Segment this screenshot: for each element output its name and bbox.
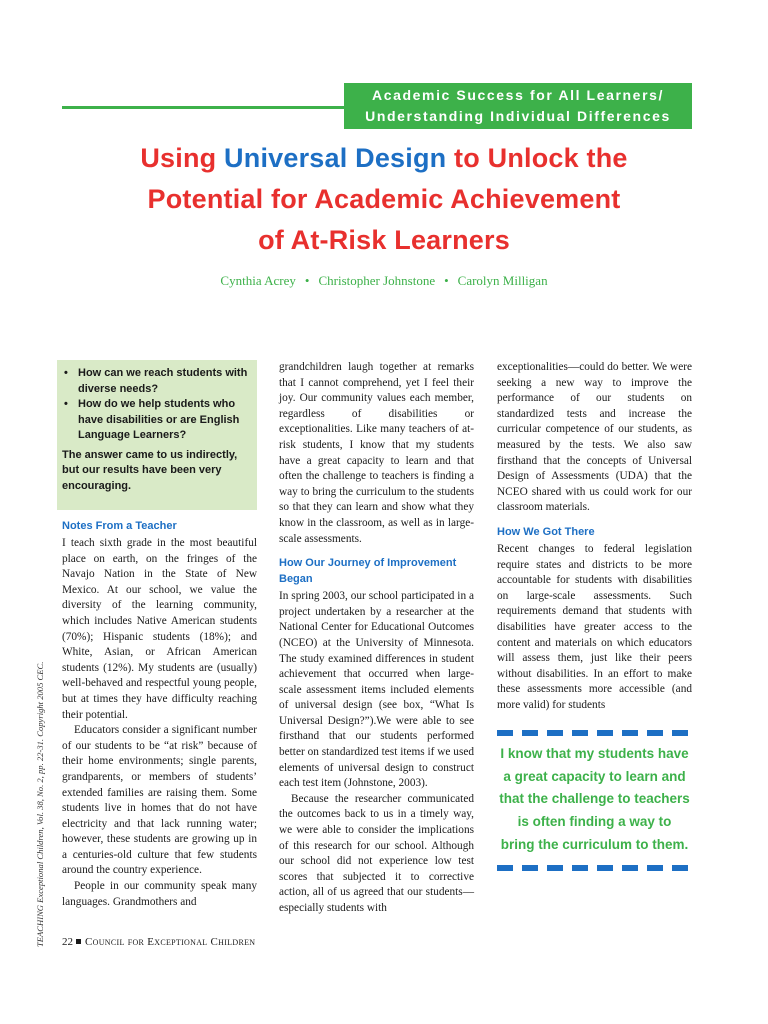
question-list — [62, 366, 253, 444]
paragraph: exceptionalities—could do better. We were seeking a new way to improve the performance of our students on standardized tests and increase the curricular competence of our students, as measured by the tests. We also saw firsthand that the concepts of Universal Design of Assessments (UDA) that the NCEO shared with us could work for our classroom materials. — [497, 361, 692, 514]
page-number: 22 — [62, 936, 73, 948]
author-3: Carolyn Milligan — [457, 273, 548, 288]
title-line-3: of At-Risk Learners — [258, 225, 510, 255]
paragraph: Because the researcher communicated the outcomes back to us in a timely way, we were able to consider the implications of this research for our school. Although our school did not experience low test scores that subjected it to corrective action, all of us agreed that our students—especially students with — [279, 792, 474, 914]
column-3 — [497, 360, 692, 713]
paragraph: In spring 2003, our school participated in a project undertaken by a researcher at the National Center for Educational Outcomes (NCEO) at the University of Minnesota. The study examined differences in student achievement that occurred when large-scale assessment items included elements of universal design (see box, “What Is Universal Design?”).We were able to see firsthand that our students performed better on standardized test items if we used elements of universal design to construct each test item (Johnstone, 2003). — [279, 590, 474, 790]
paragraph: grandchildren laugh together at remarks that I cannot comprehend, yet I feel their joy. Our community values each member, regardless of disabilities or exceptionalities. Like many teachers of at-risk students, I know that my students have a great capacity to learn and that often the challenge to teachers is finding a way to bring the curriculum to the students so that they can learn and show what they know in the classroom, as well as in large-scale assessments. — [279, 361, 474, 545]
question-item: • How can we reach students with diverse needs? — [62, 366, 253, 397]
callout-answer: The answer came to us indirectly, but our results have been very encouraging. — [62, 448, 238, 492]
banner-line-2: Understanding Individual Differences — [365, 108, 671, 124]
paragraph: People in our community speak many languages. Grandmothers and — [62, 880, 257, 908]
square-bullet-icon — [76, 939, 81, 944]
title-part-unlock: to Unlock the — [446, 143, 628, 173]
column-2 — [279, 360, 474, 917]
title-part-universal-design: Universal Design — [224, 143, 447, 173]
citation-side-note: TEACHING Exceptional Children, Vol. 38, No. 2, pp. 22-31. Copyright 2005 CEC. — [35, 661, 45, 947]
author-2: Christopher Johnstone — [318, 273, 436, 288]
title-part-using: Using — [140, 143, 225, 173]
section-heading-how-we-got-there: How We Got There — [497, 525, 595, 538]
paragraph: Educators consider a significant number of our students to be “at risk” because of their home environments; single parents, grandparents, or members of students’ extended families are raising them. Some students live in homes that do not have electricity and that lack running water; however, these students are growing up in a centuries-old culture that few students around the country experience. — [62, 724, 257, 877]
column-1 — [62, 518, 257, 910]
pull-quote — [497, 730, 692, 871]
paragraph: Recent changes to federal legislation require states and districts to be more accountable for students with disabilities on large-scale assessments. Such requirements demand that students with disabilities have greater access to the content and materials on which educators will assess them, just like their peers without disabilities. In an effort to make these assessments more accessible (and more valid) for students — [497, 542, 692, 711]
title-line-1 — [40, 138, 728, 179]
banner-line-1: Academic Success for All Learners/ — [372, 87, 664, 103]
publisher-name: Council for Exceptional Children — [85, 936, 256, 948]
article-title — [40, 138, 728, 261]
author-1: Cynthia Acrey — [220, 273, 296, 288]
section-heading-notes: Notes From a Teacher — [62, 520, 177, 532]
question-item: • How do we help students who have disabilities or are English Language Learners? — [62, 397, 253, 444]
title-line-2: Potential for Academic Achievement — [147, 184, 621, 214]
section-heading-journey: How Our Journey of Improvement Began — [279, 557, 457, 586]
pull-quote-text: I know that my students have a great capacity to learn and that the challenge to teachers is often finding a way to bring the curriculum to them. — [499, 746, 690, 852]
header-rule — [62, 106, 352, 109]
author-list — [0, 273, 768, 289]
page-footer — [62, 936, 255, 948]
author-separator: • — [444, 273, 449, 288]
paragraph: I teach sixth grade in the most beautiful place on earth, on the fringes of the Navajo Nation in the State of New Mexico. At our school, we value the diversity of the learning community, which includes Native American students (70%); Hispanic students (18%); and White, Asian, or African American students (12%). My students are (usually) well-behaved and respectful young people, but at times they have difficulty reaching their potential. — [62, 537, 257, 721]
dashed-divider-bottom — [497, 865, 692, 871]
intro-callout-box — [57, 360, 257, 510]
section-banner — [344, 83, 692, 129]
author-separator: • — [304, 273, 310, 288]
